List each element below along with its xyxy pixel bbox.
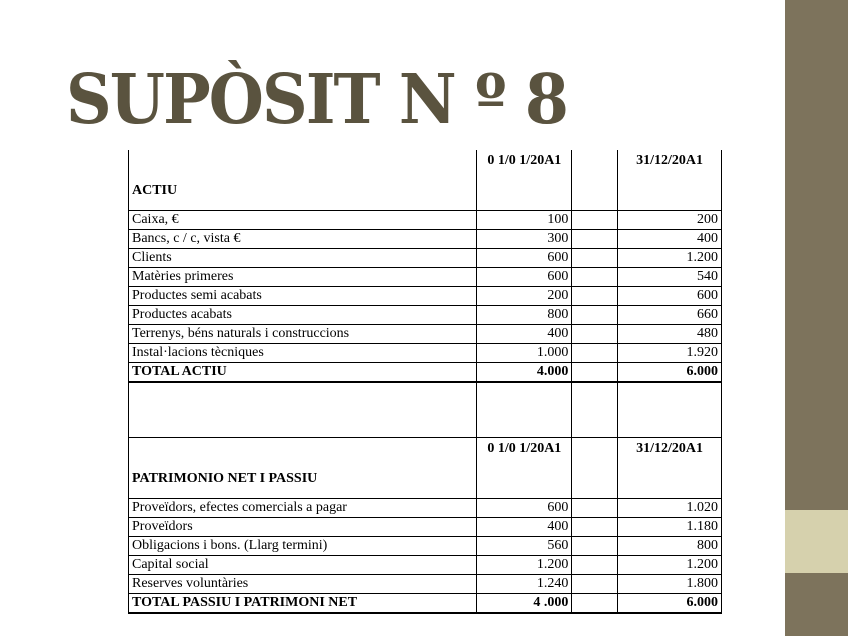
row-value-1: 560	[477, 537, 572, 556]
row-label: Bancs, c / c, vista €	[129, 230, 477, 249]
spacer-cell	[572, 287, 618, 306]
row-value-1: 1.000	[477, 344, 572, 363]
passiu-col2-header: 31/12/20A1	[618, 438, 722, 499]
table-row	[129, 344, 722, 363]
gap-row	[129, 382, 722, 438]
total-value-2: 6.000	[618, 594, 722, 614]
spacer-cell	[572, 594, 618, 614]
row-value-2: 1.920	[618, 344, 722, 363]
passiu-section	[129, 438, 722, 594]
actiu-header-row	[129, 150, 722, 211]
actiu-total-section	[129, 363, 722, 438]
gap-cell	[477, 382, 572, 438]
row-value-1: 1.200	[477, 556, 572, 575]
spacer-cell	[572, 268, 618, 287]
spacer-cell	[572, 211, 618, 230]
row-value-1: 600	[477, 249, 572, 268]
passiu-total-section	[129, 594, 722, 614]
row-value-1: 100	[477, 211, 572, 230]
row-value-2: 200	[618, 211, 722, 230]
row-value-2: 1.200	[618, 556, 722, 575]
balance-sheet-table	[128, 150, 722, 614]
spacer-cell	[572, 537, 618, 556]
table-row	[129, 537, 722, 556]
row-label: Proveïdors	[129, 518, 477, 537]
table-row	[129, 211, 722, 230]
table-row	[129, 518, 722, 537]
spacer-cell	[572, 249, 618, 268]
actiu-total-row	[129, 363, 722, 383]
row-label: Productes acabats	[129, 306, 477, 325]
row-label: Clients	[129, 249, 477, 268]
row-label: Productes semi acabats	[129, 287, 477, 306]
row-label: Instal·lacions tècniques	[129, 344, 477, 363]
total-value-2: 6.000	[618, 363, 722, 383]
row-label: Obligacions i bons. (Llarg termini)	[129, 537, 477, 556]
slide-title: SUPÒSIT N º 8	[66, 60, 568, 140]
table-row	[129, 268, 722, 287]
row-value-1: 600	[477, 268, 572, 287]
spacer-cell	[572, 518, 618, 537]
row-value-1: 200	[477, 287, 572, 306]
spacer-cell	[572, 575, 618, 594]
row-value-2: 600	[618, 287, 722, 306]
sidebar-light-block	[785, 510, 848, 573]
row-value-2: 1.800	[618, 575, 722, 594]
sidebar-dark-top	[785, 0, 848, 510]
spacer-cell	[572, 344, 618, 363]
total-value-1: 4.000	[477, 363, 572, 383]
actiu-col1-header: 0 1/0 1/20A1	[477, 150, 572, 211]
table-row	[129, 230, 722, 249]
row-label: Proveïdors, efectes comercials a pagar	[129, 499, 477, 518]
actiu-col2-header: 31/12/20A1	[618, 150, 722, 211]
spacer-cell	[572, 438, 618, 499]
passiu-header-row	[129, 438, 722, 499]
spacer-cell	[572, 306, 618, 325]
row-value-2: 660	[618, 306, 722, 325]
spacer-cell	[572, 150, 618, 211]
row-value-2: 800	[618, 537, 722, 556]
row-value-1: 600	[477, 499, 572, 518]
spacer-cell	[572, 556, 618, 575]
table-row	[129, 325, 722, 344]
row-value-1: 800	[477, 306, 572, 325]
table-row	[129, 575, 722, 594]
row-label: Capital social	[129, 556, 477, 575]
spacer-cell	[572, 499, 618, 518]
passiu-header: PATRIMONIO NET I PASSIU	[129, 438, 477, 499]
spacer-cell	[572, 230, 618, 249]
spacer-cell	[572, 325, 618, 344]
row-label: Reserves voluntàries	[129, 575, 477, 594]
actiu-section	[129, 150, 722, 363]
row-value-1: 1.240	[477, 575, 572, 594]
table-row	[129, 249, 722, 268]
row-value-2: 1.200	[618, 249, 722, 268]
row-value-1: 400	[477, 518, 572, 537]
row-value-2: 540	[618, 268, 722, 287]
total-value-1: 4 .000	[477, 594, 572, 614]
row-value-2: 1.180	[618, 518, 722, 537]
table-row	[129, 556, 722, 575]
table-row	[129, 287, 722, 306]
table-row	[129, 499, 722, 518]
gap-cell	[618, 382, 722, 438]
row-label: Matèries primeres	[129, 268, 477, 287]
actiu-header: ACTIU	[129, 150, 477, 211]
passiu-col1-header: 0 1/0 1/20A1	[477, 438, 572, 499]
total-label: TOTAL PASSIU I PATRIMONI NET	[129, 594, 477, 614]
row-value-2: 400	[618, 230, 722, 249]
row-value-2: 480	[618, 325, 722, 344]
row-value-2: 1.020	[618, 499, 722, 518]
row-value-1: 400	[477, 325, 572, 344]
row-value-1: 300	[477, 230, 572, 249]
table-row	[129, 306, 722, 325]
gap-cell	[572, 382, 618, 438]
sidebar-dark-bottom	[785, 573, 848, 636]
row-label: Terrenys, béns naturals i construccions	[129, 325, 477, 344]
total-label: TOTAL ACTIU	[129, 363, 477, 383]
gap-cell	[129, 382, 477, 438]
row-label: Caixa, €	[129, 211, 477, 230]
spacer-cell	[572, 363, 618, 383]
passiu-total-row	[129, 594, 722, 614]
